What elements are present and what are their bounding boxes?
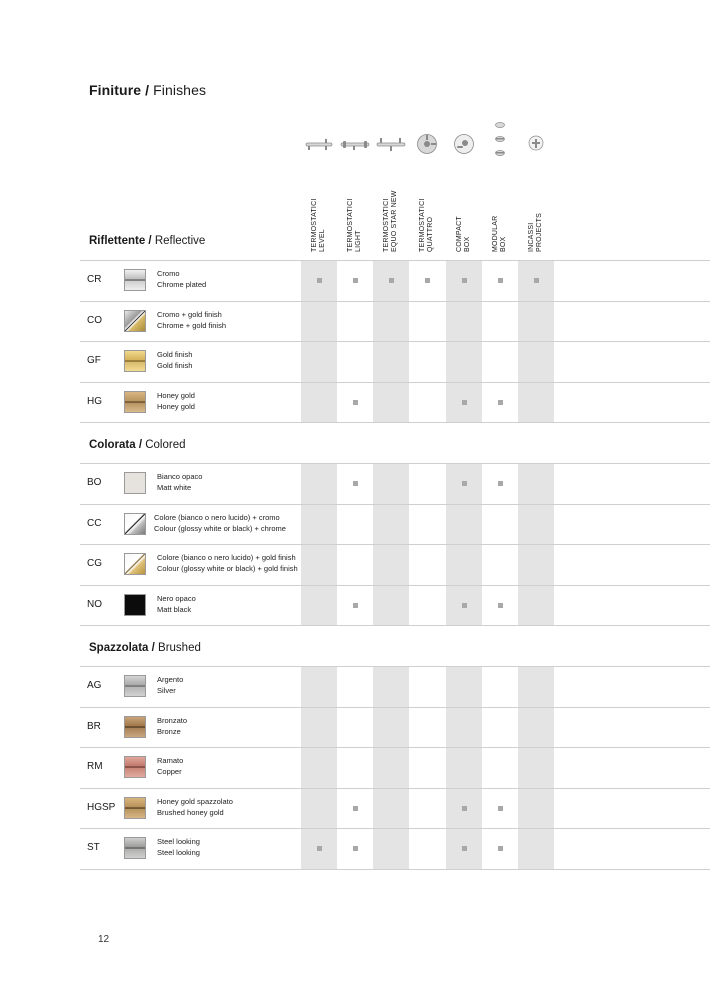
thermostatic-light-icon: [337, 124, 373, 164]
availability-mark: [462, 278, 467, 283]
finish-row: [80, 341, 710, 381]
finish-swatch: [124, 837, 146, 859]
finish-name-en: Honey gold: [157, 401, 195, 411]
column-header-line2: BOX: [500, 236, 507, 252]
availability-mark: [498, 603, 503, 608]
finish-row: [80, 828, 710, 868]
finish-row: [80, 747, 710, 787]
finish-name-en: Colour (glossy white or black) + chrome: [154, 523, 286, 533]
finish-code: HGSP: [87, 801, 116, 813]
finish-row: [80, 585, 710, 625]
finish-names: [157, 552, 298, 574]
finish-names: [157, 390, 195, 412]
finish-code: BO: [87, 477, 102, 488]
column-header-line1: INCASSI: [528, 222, 535, 252]
finish-name-en: Matt white: [157, 483, 192, 492]
page-number: 12: [98, 934, 110, 945]
finish-swatch: [124, 472, 146, 494]
finish-code: ST: [87, 842, 100, 854]
column-header-line1: TERMOSTATICI: [347, 198, 354, 252]
availability-mark: [498, 806, 503, 811]
finish-row: [80, 707, 710, 747]
finish-name-en: Bronze: [157, 726, 181, 736]
section-title: [89, 642, 201, 654]
finish-name-en: Brushed honey gold: [157, 807, 224, 817]
finish-names: [157, 349, 192, 371]
column-header: [482, 182, 518, 252]
finish-name-en: Colour (glossy white or black) + gold finish: [157, 564, 298, 574]
page-title: [89, 82, 206, 98]
availability-mark: [498, 278, 503, 283]
finish-code: CO: [87, 314, 102, 326]
section-title-normal: Brushed: [158, 642, 201, 654]
finish-swatch: [124, 513, 146, 535]
availability-mark: [498, 481, 503, 486]
availability-mark: [353, 278, 358, 283]
finish-names: [154, 512, 286, 534]
finish-row: [80, 260, 710, 300]
page-title-normal: Finishes: [153, 82, 207, 98]
finish-code: HG: [87, 395, 102, 407]
availability-mark: [317, 846, 322, 851]
finish-swatch: [124, 269, 146, 291]
finish-code: GF: [87, 355, 101, 367]
availability-mark: [462, 603, 467, 608]
finish-name-it: Nero opaco: [157, 593, 196, 603]
column-header: [373, 182, 409, 252]
finish-row: [80, 382, 710, 422]
finish-name-it: Colore (bianco o nero lucido) + cromo: [154, 512, 280, 522]
section-title: [89, 235, 205, 247]
page-title-bold: Finiture /: [89, 82, 150, 98]
finish-code: CG: [87, 558, 102, 570]
finish-name-it: Honey gold spazzolato: [157, 796, 233, 806]
availability-mark: [353, 400, 358, 405]
finish-swatch: [124, 350, 146, 372]
column-header: [301, 182, 337, 252]
finish-row: [80, 504, 710, 544]
column-header-line2: PROJECTS: [536, 213, 543, 252]
column-header-line2: BOX: [464, 236, 471, 252]
availability-mark: [389, 278, 394, 283]
availability-mark: [534, 278, 539, 283]
thermostatic-quattro-icon: [409, 124, 445, 164]
section-title-normal: Reflective: [154, 235, 206, 247]
thermostatic-equo-star-icon: [373, 124, 409, 164]
availability-mark: [498, 400, 503, 405]
finish-name-en: Chrome plated: [157, 280, 207, 289]
column-header-line2: QUATTRO: [427, 216, 434, 252]
row-divider: [80, 869, 710, 870]
finish-name-it: Colore (bianco o nero lucido) + gold finish: [157, 553, 296, 563]
availability-mark: [353, 603, 358, 608]
finish-swatch: [124, 716, 146, 738]
availability-mark: [462, 481, 467, 486]
finish-name-it: Honey gold: [157, 390, 195, 400]
finish-code: NO: [87, 598, 102, 610]
finish-name-en: Gold finish: [157, 361, 193, 371]
finish-name-en: Copper: [157, 767, 182, 777]
finish-name-en: Steel looking: [157, 848, 200, 858]
finish-names: [157, 309, 226, 331]
row-divider: [80, 422, 710, 423]
section-title-bold: Riflettente /: [89, 235, 155, 247]
incassi-projects-icon: [518, 124, 554, 164]
column-header-line1: MODULAR: [492, 215, 499, 252]
finish-row: [80, 301, 710, 341]
finish-name-it: Gold finish: [157, 350, 193, 360]
column-header: [518, 182, 554, 252]
finish-swatch: [124, 553, 146, 575]
finish-names: [157, 715, 187, 737]
thermostatic-level-icon: [301, 124, 337, 164]
finish-names: [157, 268, 206, 290]
finish-name-it: Bronzato: [157, 715, 188, 725]
row-divider: [80, 625, 710, 626]
finish-code: CR: [87, 274, 102, 285]
availability-mark: [462, 806, 467, 811]
section-title-bold: Spazzolata /: [89, 642, 159, 654]
finish-swatch: [124, 797, 146, 819]
finish-swatch: [124, 310, 146, 332]
finish-code: CC: [87, 517, 102, 529]
finish-names: [157, 471, 202, 493]
availability-mark: [353, 846, 358, 851]
finish-names: [157, 755, 183, 777]
finish-names: [157, 796, 233, 818]
column-header: [446, 182, 482, 252]
availability-mark: [462, 846, 467, 851]
availability-mark: [353, 481, 358, 486]
column-header-line2: LEVEL: [319, 229, 326, 252]
section-title-normal: Colored: [145, 439, 186, 451]
section-title-bold: Colorata /: [89, 439, 146, 451]
finish-names: [157, 674, 183, 696]
finish-name-it: Cromo: [157, 269, 180, 278]
availability-mark: [498, 846, 503, 851]
column-header-line1: TERMOSTATICI: [383, 198, 390, 252]
finish-names: [157, 836, 200, 858]
finish-name-en: Silver: [157, 686, 176, 695]
column-header: [409, 182, 445, 252]
finish-row: [80, 544, 710, 584]
availability-mark: [425, 278, 430, 283]
finish-row: [80, 666, 710, 706]
finish-code: RM: [87, 761, 103, 773]
finish-code: AG: [87, 680, 102, 691]
availability-mark: [317, 278, 322, 283]
finish-names: [157, 593, 196, 615]
finish-name-it: Ramato: [157, 756, 184, 766]
finish-name-en: Chrome + gold finish: [157, 320, 226, 330]
column-header-line1: COMPACT: [456, 216, 463, 252]
availability-mark: [353, 806, 358, 811]
finish-swatch: [124, 675, 146, 697]
finish-name-it: Argento: [157, 675, 184, 684]
compact-box-icon: [446, 124, 482, 164]
finish-swatch: [124, 594, 146, 616]
finish-swatch: [124, 756, 146, 778]
finish-name-it: Cromo + gold finish: [157, 309, 222, 319]
column-header: [337, 182, 373, 252]
column-header-line2: EQUO STAR NEW: [391, 190, 398, 252]
finish-row: [80, 788, 710, 828]
finish-name-en: Matt black: [157, 604, 192, 614]
column-header-line1: TERMOSTATICI: [311, 198, 318, 252]
finish-name-it: Bianco opaco: [157, 472, 203, 481]
availability-mark: [462, 400, 467, 405]
column-header-line2: LIGHT: [355, 230, 362, 252]
column-header-line1: TERMOSTATICI: [419, 198, 426, 252]
finish-swatch: [124, 391, 146, 413]
finish-row: [80, 463, 710, 503]
section-title: [89, 439, 186, 451]
finish-code: BR: [87, 720, 101, 732]
modular-box-icon: [482, 117, 518, 161]
finish-name-it: Steel looking: [157, 837, 200, 847]
